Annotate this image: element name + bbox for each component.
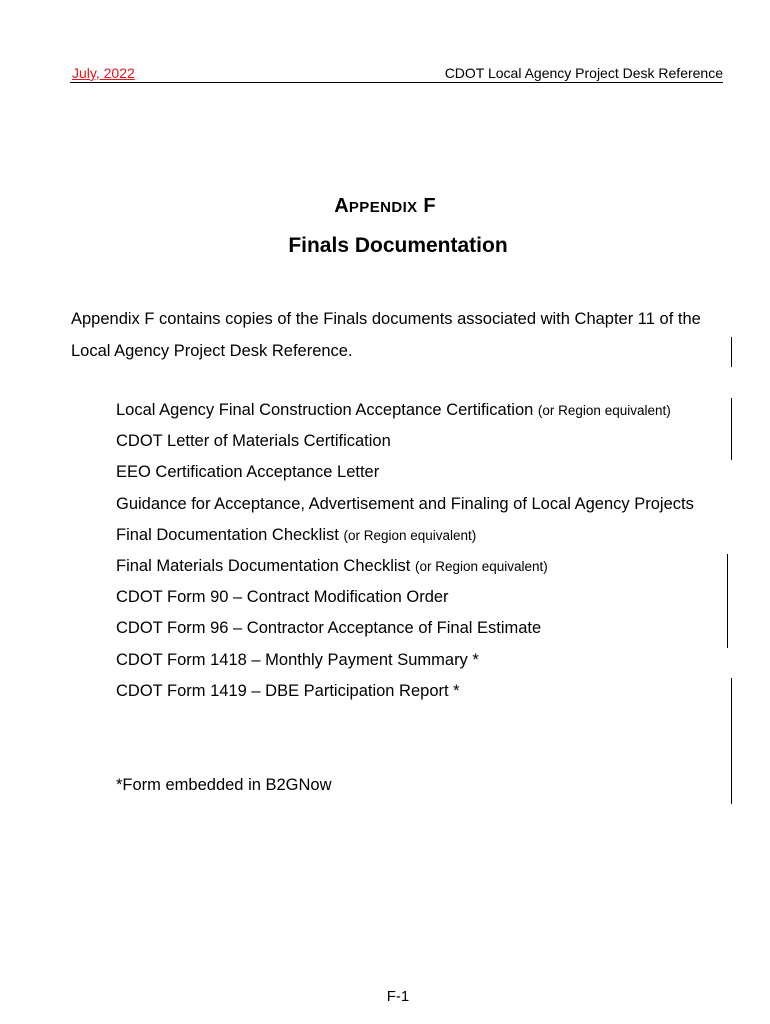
appendix-heading-smallcaps: PPENDIX bbox=[348, 199, 418, 216]
document-item-note: (or Region equivalent) bbox=[343, 527, 477, 543]
document-item bbox=[116, 551, 726, 582]
document-item-text: CDOT Form 90 – Contract Modification Order bbox=[116, 588, 449, 607]
document-item bbox=[116, 613, 726, 644]
header-date: July, 2022 bbox=[72, 65, 135, 81]
appendix-title: Finals Documentation bbox=[288, 234, 508, 257]
footnote: *Form embedded in B2GNow bbox=[116, 776, 332, 794]
revision-bar bbox=[731, 337, 732, 367]
document-item bbox=[116, 457, 726, 488]
header-title: CDOT Local Agency Project Desk Reference bbox=[444, 65, 723, 81]
page-number: F-1 bbox=[386, 988, 410, 1005]
document-item-text: CDOT Letter of Materials Certification bbox=[116, 432, 391, 451]
documents-list bbox=[116, 395, 726, 707]
intro-paragraph: Appendix F contains copies of the Finals documents associated with Chapter 11 of the Local Agency Project Desk Reference. bbox=[71, 310, 701, 360]
document-item-text: Final Documentation Checklist bbox=[116, 525, 339, 544]
document-item-text: CDOT Form 1419 – DBE Participation Report * bbox=[116, 681, 460, 700]
appendix-heading-letter: F bbox=[423, 195, 436, 217]
document-item-text: CDOT Form 96 – Contractor Acceptance of Final Estimate bbox=[116, 619, 542, 638]
appendix-heading bbox=[0, 195, 770, 218]
document-item bbox=[116, 395, 726, 426]
document-item-text: Local Agency Final Construction Acceptance Certification bbox=[116, 401, 534, 419]
document-item-note: (or Region equivalent) bbox=[537, 403, 671, 418]
document-item-note: (or Region equivalent) bbox=[414, 559, 548, 575]
document-item bbox=[116, 676, 726, 707]
document-item-text: Final Materials Documentation Checklist bbox=[116, 557, 411, 576]
document-item bbox=[116, 582, 726, 613]
appendix-heading-initial: A bbox=[334, 195, 349, 217]
document-item bbox=[116, 520, 726, 551]
page-header bbox=[70, 64, 723, 83]
document-item bbox=[116, 489, 726, 520]
document-item-text: Guidance for Acceptance, Advertisement and Finaling of Local Agency Projects bbox=[116, 494, 694, 513]
revision-bar bbox=[731, 678, 732, 804]
document-item bbox=[116, 645, 726, 676]
document-item bbox=[116, 426, 726, 457]
revision-bar bbox=[731, 398, 732, 460]
revision-bar bbox=[727, 554, 728, 648]
document-item-text: CDOT Form 1418 – Monthly Payment Summary * bbox=[116, 650, 479, 669]
document-item-text: EEO Certification Acceptance Letter bbox=[116, 463, 380, 482]
